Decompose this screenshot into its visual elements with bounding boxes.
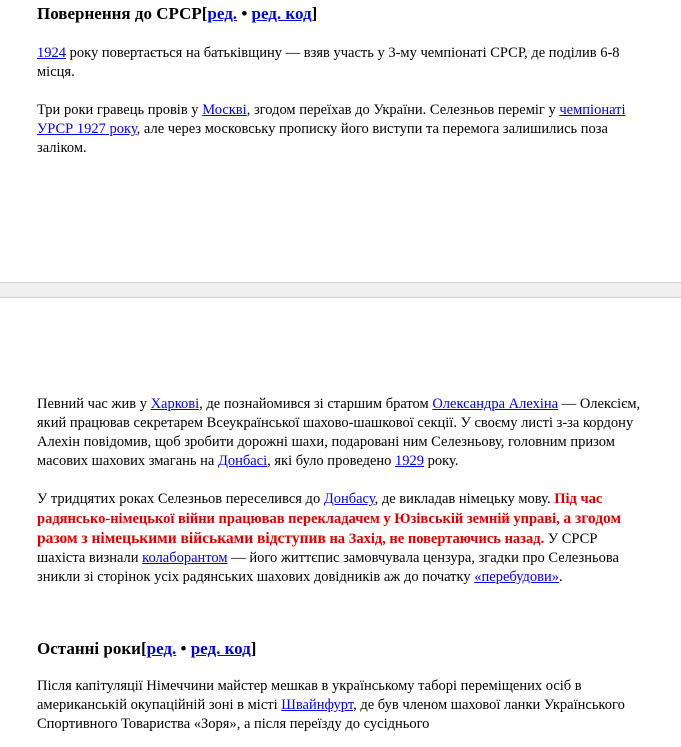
paragraph: Після капітуляції Німеччини майстер мешкав в українському таборі переміщених осіб в американській окупаційній зоні в місті Швайнфурт, де був членом шахової ланки Українського Спортивного Товариства «Зоря», а після переїзду до сусіднього — [37, 678, 625, 732]
section-return-to-ussr — [37, 3, 641, 158]
link-collaborator[interactable]: колаборантом — [142, 550, 228, 566]
document-page-2 — [0, 298, 681, 747]
link-championship-1927[interactable]: чемпіонаті УРСР 1927 року — [37, 102, 626, 137]
section-continued — [37, 395, 641, 587]
link-schweinfurt[interactable]: Швайнфурт — [281, 697, 354, 713]
link-1924[interactable]: 1924 — [37, 45, 66, 61]
link-perestroika[interactable]: «перебудови» — [474, 569, 560, 585]
highlighted-text: Під час радянсько-німецької війни працював перекладачем у Юзівській земній управі, — [37, 491, 603, 527]
section-title: Останні роки — [37, 639, 141, 658]
paragraph: У тридцятих роках Селезньов переселився до Донбасу, де викладав німецьку мову. Під час радянсько-німецької війни працював перекладачем у Юзівській земній управі, а згодом разом з німецькими військами відступив на Захід, не повертаючись назад. У СРСР шахіста визнали колаборантом — його життєпис замовчувала цензура, згадки про Селезньова зникли зі сторінок усіх радянських шахових довідників аж до початку «перебудови». — [37, 491, 622, 585]
section-heading: Повернення до СРСР[ред. • ред. код] — [37, 4, 318, 23]
page-separator — [0, 282, 681, 298]
link-donbas-2[interactable]: Донбасу — [323, 491, 375, 507]
edit-link[interactable]: ред. — [207, 4, 238, 23]
edit-code-link[interactable]: ред. код — [190, 639, 251, 658]
link-donbas[interactable]: Донбасі — [217, 453, 268, 469]
document-page-1 — [0, 0, 681, 282]
highlighted-text: а згодом разом з німецькими військами відступив — [37, 510, 622, 547]
paragraph: Три роки гравець провів у Москві, згодом переїхав до України. Селезньов переміг у чемпіонаті УРСР 1927 року, але через московську прописку його виступи та перемога залишились поза заліком. — [37, 102, 626, 156]
edit-code-link[interactable]: ред. код — [251, 4, 312, 23]
section-heading: Останні роки[ред. • ред. код] — [37, 639, 257, 658]
paragraph: 1924 року повертається на батьківщину — взяв участь у 3-му чемпіонаті СРСР, де поділив 6-8 місця. — [37, 45, 620, 80]
paragraph: Певний час жив у Харкові, де познайомився зі старшим братом Олександра Алехіна — Олексієм, який працював секретарем Всеукраїнської шахово-шашкової секції. У своєму листі з-за кордону Алехін повідомив, щоб зробити дорожні шахи, подаровані ним Селезньову, головним призом масових шахових змагань на Донбасі, які було проведено 1929 року. — [37, 396, 641, 469]
link-moscow[interactable]: Москві — [202, 102, 247, 118]
section-last-years — [37, 638, 641, 734]
edit-link[interactable]: ред. — [146, 639, 177, 658]
highlighted-text: на Захід, не повертаючись назад. — [325, 531, 545, 547]
link-kharkiv[interactable]: Харкові — [150, 396, 200, 412]
section-title: Повернення до СРСР — [37, 4, 202, 23]
link-1929[interactable]: 1929 — [395, 453, 425, 469]
link-alekhine[interactable]: Олександра Алехіна — [432, 396, 559, 412]
